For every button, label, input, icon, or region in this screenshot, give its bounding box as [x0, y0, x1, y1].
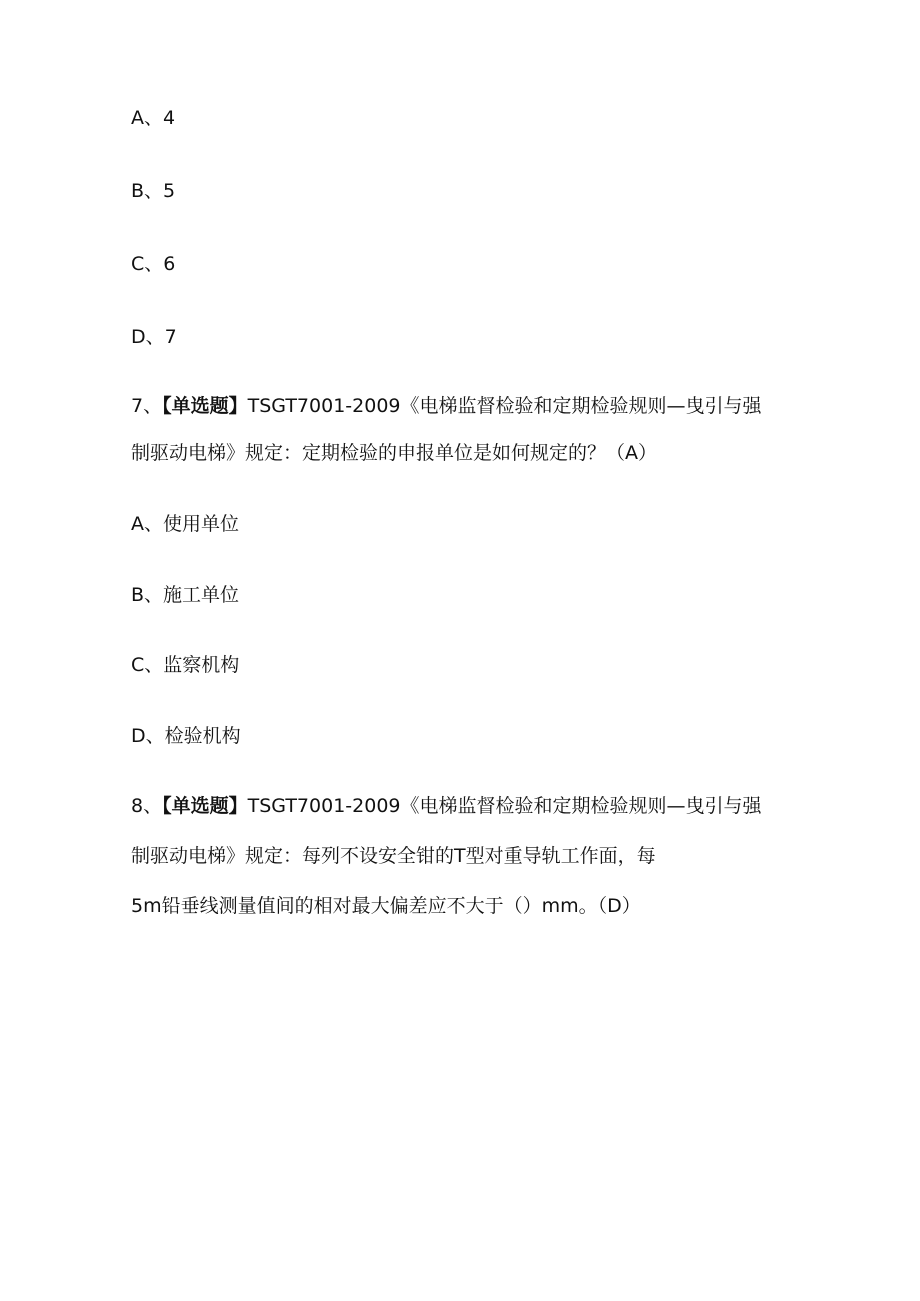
- question-8-type: 【单选题】: [162, 795, 248, 817]
- option-b: B、5: [131, 180, 176, 202]
- option-a: A、4: [131, 107, 176, 129]
- question-7-option-a: A、使用单位: [131, 513, 239, 535]
- question-7-option-b: B、施工单位: [131, 584, 240, 606]
- question-7-option-c: C、监察机构: [131, 654, 240, 676]
- question-7-line-1: [131, 394, 762, 418]
- option-d: D、7: [131, 326, 177, 348]
- question-7-text-1: TSGT7001-2009《电梯监督检验和定期检验规则—曳引与强: [247, 395, 762, 417]
- question-7-option-d: D、检验机构: [131, 725, 241, 747]
- question-8-line-2: 制驱动电梯》规定：每列不设安全钳的T型对重导轨工作面，每: [131, 845, 656, 867]
- question-8-line-3: 5m铅垂线测量值间的相对最大偏差应不大于（）mm。（D）: [131, 895, 641, 917]
- question-7-type: 【单选题】: [162, 395, 248, 417]
- question-8-number: 8、: [131, 795, 163, 817]
- question-8-text-1: TSGT7001-2009《电梯监督检验和定期检验规则—曳引与强: [247, 795, 762, 817]
- question-7-line-2: 制驱动电梯》规定：定期检验的申报单位是如何规定的？（A）: [131, 442, 657, 464]
- question-7-number: 7、: [131, 395, 163, 417]
- option-c: C、6: [131, 253, 176, 275]
- question-8-line-1: [131, 794, 762, 818]
